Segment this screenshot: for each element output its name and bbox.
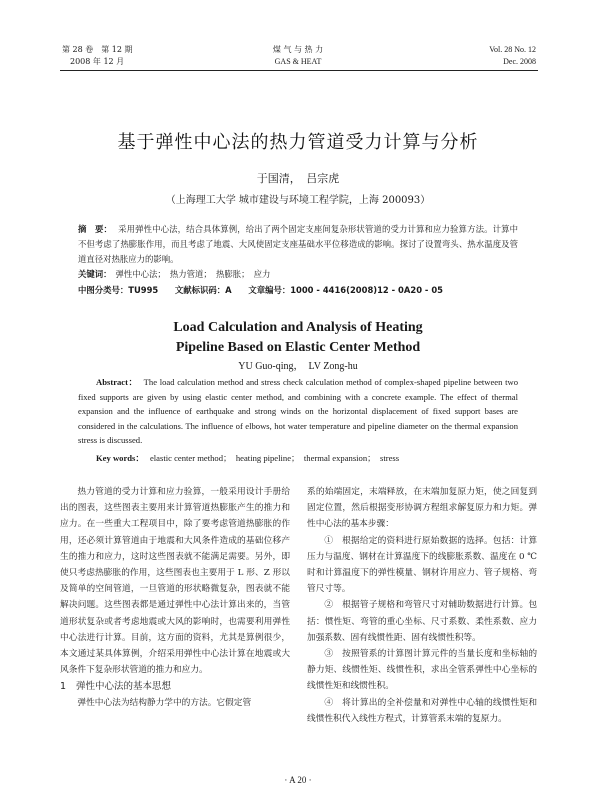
abstract-en-text: The load calculation method and stress check calculation method of complex-shaped pipeline between two fixed supports are given by using elastic center method, and combining with a concrete example. The effect of thermal expansion and the influence of earthquake and strong winds on the horizontal displacement of fixed support bases are considered in the calculations. The influence of elbows, hot water temperature and pipeline diameter on the thermal expansion stress is discussed. — [78, 377, 518, 445]
abstract-cn-text: 采用弹性中心法，结合具体算例，给出了两个固定支座间复杂形状管道的受力计算和应力验算方法。计算中不但考虑了热膨胀作用，而且考虑了地震、大风使固定支座基础水平位移造成的影响。探讨了设置弯头、热水温度及管道直径对热胀应力的影响。 — [78, 224, 519, 264]
section1-paragraph: 弹性中心法为结构静力学中的方法。它假定管 — [77, 698, 252, 709]
article-number: 文章编号：1000 - 4416(2008)12 - 0A20 - 05 — [248, 285, 443, 295]
section-number: 1 — [60, 681, 67, 693]
paper-title-en-text: Load Calculation and Analysis of Heating Pipeline Based on Elastic Center Method — [173, 320, 423, 355]
method-step-3: ③ 按照管系的计算图计算元件的当量长度和坐标轴的静力矩、线惯性矩、线惯性积，求出全管系弹性中心坐标的线惯性矩和线惯性积。 — [307, 649, 537, 692]
method-step-4: ④ 将计算出的全补偿量和对弹性中心轴的线惯性矩和线惯性积代入线性方程式，计算管系末端的复原力。 — [307, 697, 537, 724]
keywords-en — [96, 451, 516, 465]
abstract-cn-label: 摘 要： — [78, 224, 113, 234]
method-continuation-paragraph: 系的始端固定，末端释放，在末端加复原力矩，使之回复到固定位置，然后根据变形协调方程组求解复原力和力矩。弹性中心法的基本步骤： — [307, 487, 537, 530]
keywords-cn — [78, 267, 518, 281]
paper-title-cn: 基于弹性中心法的热力管道受力计算与分析 — [117, 132, 479, 153]
clc-number: 中图分类号：TU995 — [78, 285, 159, 295]
body-column-right — [307, 484, 537, 727]
method-step-2: ② 根据管子规格和弯管尺寸对辅助数据进行计算。包括：惯性矩、弯管的重心坐标、尺寸系数、柔性系数、应力加强系数、固有线惯性距、固有线惯性积等。 — [307, 600, 537, 643]
journal-name-cn: 煤 气 与 热 力 — [272, 45, 324, 54]
abstract-cn — [78, 222, 518, 267]
keywords-cn-text: 弹性中心法； 热力管道； 热膨胀； 应力 — [115, 269, 271, 279]
page-number: · A 20 · — [284, 775, 312, 785]
document-code: 文献标识码：A — [174, 285, 232, 295]
abstract-en-label: Abstract： — [96, 377, 138, 387]
keywords-en-text: elastic center method； heating pipeline； thermal expansion； stress — [149, 453, 400, 463]
paper-title-en — [0, 318, 596, 358]
method-step-1: ① 根据给定的资料进行原始数据的选择。包括：计算压力与温度、钢材在计算温度下的线膨胀系数、温度在 0 ℃时和计算温度下的弹性模量、钢材许用应力、管子规格、弯管尺寸等。 — [307, 535, 537, 595]
intro-paragraph: 热力管道的受力计算和应力验算，一般采用设计手册给出的图表，这些图表主要用来计算管道热膨胀产生的推力和应力。在一些重大工程项目中，除了要考虑管道热膨胀的作用，还必须计算管道由于地震和大风条件造成的基础位移产生的推力和应力，这时这些图表就不能满足需要。另外，即使只考虑热膨胀的作用，这些图表也主要用于 L 形、Z 形以及简单的空间管道，一旦管道的形状略微复杂，图表就不能解决问题。这些图表都是通过弹性中心法计算出来的，当管道形状复杂或者考虑地震或大风的影响时，也需要利用弹性中心法进行计算。目前，这方面的资料，尤其是算例很少，本文通过某具体算例，介绍采用弹性中心法计算在地震或大风条件下复杂形状管道的推力和应力。 — [60, 487, 290, 676]
section-heading-1 — [60, 678, 290, 695]
affiliation-cn: （上海理工大学 城市建设与环境工程学院，上海 200093） — [165, 195, 431, 206]
section-title: 弹性中心法的基本思想 — [76, 681, 172, 693]
authors-en: YU Guo-qing， LV Zong-hu — [238, 361, 358, 372]
volume-issue-en: Vol. 28 No. 12 — [489, 45, 536, 54]
body-column-left — [60, 484, 290, 712]
keywords-cn-label: 关键词： — [78, 269, 112, 279]
volume-issue: 第 28 卷 第 12 期 — [62, 45, 133, 54]
running-header-volume-en — [489, 44, 536, 68]
classification-line — [78, 283, 518, 297]
header-rule — [60, 70, 538, 71]
issue-date-en: Dec. 2008 — [503, 57, 536, 66]
issue-date: 2008 年 12 月 — [70, 57, 125, 66]
journal-name-en: GAS & HEAT — [274, 57, 322, 66]
abstract-en — [78, 375, 518, 448]
keywords-en-label: Key words： — [96, 453, 144, 463]
authors-cn: 于国清， 吕宗虎 — [256, 172, 340, 185]
